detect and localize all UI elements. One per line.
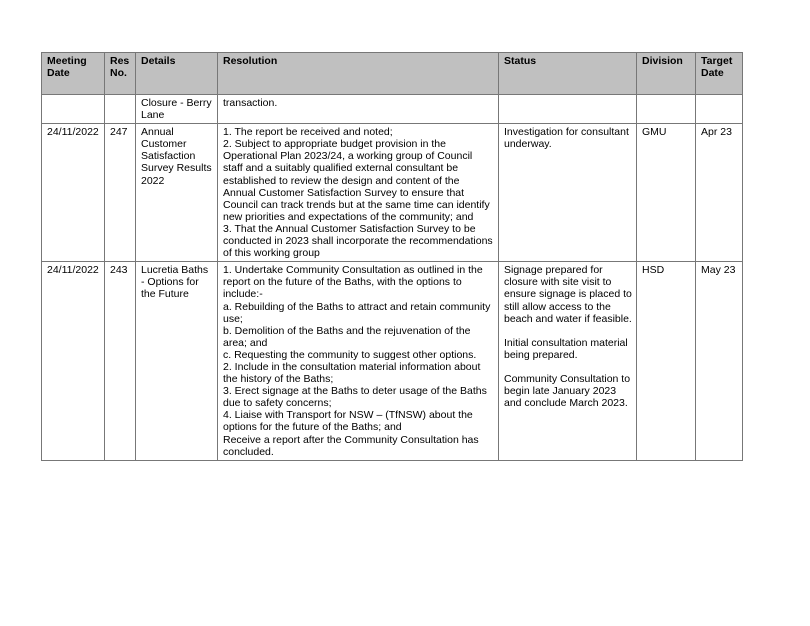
resolution-line: 3. That the Annual Customer Satisfaction Survey to be conducted in 2023 shall incorporate the recommendations of this working group (223, 222, 493, 260)
resolution-line: 4. Liaise with Transport for NSW – (TfNSW) about the options for the future of the Baths; and (223, 409, 473, 434)
res-no-cell (105, 95, 136, 124)
header-res-no: Res No. (105, 53, 136, 95)
resolution-line: 3. Erect signage at the Baths to deter usage of the Baths due to safety concerns; (223, 385, 487, 410)
header-details: Details (136, 53, 218, 95)
meeting-date-cell (42, 95, 105, 124)
resolution-line: 1. Undertake Community Consultation as outlined in the report on the future of the Baths, with the options to include:- (223, 264, 483, 301)
status-line: Investigation for consultant underway. (504, 126, 629, 151)
status-line: Signage prepared for closure with site visit to ensure signage is placed to still allow access to the beach and water if feasible. (504, 264, 632, 325)
resolution-line: 2. Subject to appropriate budget provision in the Operational Plan 2023/24, a working group of Council staff and a suitably qualified external consultant be established to review the design and content of the Annual Customer Satisfaction Survey to ensure that Council can track trends but at the same time can identify new priorities and expectations of the community; and (223, 138, 490, 223)
division-cell: HSD (637, 262, 696, 461)
res-no-cell: 247 (105, 124, 136, 262)
table-row (42, 124, 743, 262)
header-meeting-date: Meeting Date (42, 53, 105, 95)
resolution-cell (218, 262, 499, 461)
header-resolution: Resolution (218, 53, 499, 95)
status-line: Initial consultation material being prepared. (504, 336, 628, 361)
status-cell (499, 95, 637, 124)
division-cell (637, 95, 696, 124)
meeting-date-cell: 24/11/2022 (42, 262, 105, 461)
resolution-line: a. Rebuilding of the Baths to attract and retain community use; (223, 300, 491, 325)
status-cell (499, 124, 637, 262)
resolution-line: c. Requesting the community to suggest other options. (223, 348, 477, 361)
header-division: Division (637, 53, 696, 95)
resolution-line: 1. The report be received and noted; (223, 126, 393, 139)
resolution-line: 2. Include in the consultation material information about the history of the Baths; (223, 360, 481, 386)
resolution-line: b. Demolition of the Baths and the rejuvenation of the area; and (223, 324, 471, 349)
meeting-date-cell: 24/11/2022 (42, 124, 105, 262)
resolution-cell (218, 124, 499, 262)
resolutions-table (41, 52, 743, 461)
resolution-cell (218, 95, 499, 124)
resolution-line: transaction. (223, 97, 278, 109)
status-line: Community Consultation to begin late January 2023 and conclude March 2023. (504, 372, 631, 410)
target-date-cell: May 23 (696, 262, 743, 461)
table-row (42, 262, 743, 461)
resolution-line: Receive a report after the Community Consultation has concluded. (223, 433, 479, 458)
target-date-cell: Apr 23 (696, 124, 743, 262)
details-cell: Lucretia Baths - Options for the Future (136, 262, 218, 461)
details-cell: Closure - Berry Lane (136, 95, 218, 124)
status-cell (499, 262, 637, 461)
division-cell: GMU (637, 124, 696, 262)
header-target-date: Target Date (696, 53, 743, 95)
details-cell: Annual Customer Satisfaction Survey Results 2022 (136, 124, 218, 262)
header-row (42, 53, 743, 95)
header-status: Status (499, 53, 637, 95)
table-row (42, 95, 743, 124)
res-no-cell: 243 (105, 262, 136, 461)
target-date-cell (696, 95, 743, 124)
